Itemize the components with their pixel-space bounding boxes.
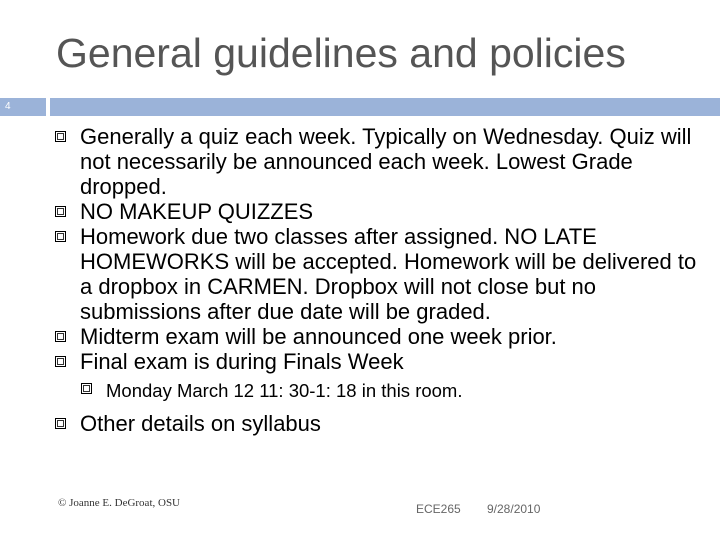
bullet-item: [52, 349, 712, 374]
bullet-item: [52, 124, 712, 199]
square-bullet-icon: [55, 206, 66, 217]
title-divider-bar: [50, 98, 720, 116]
square-bullet-icon: [55, 418, 66, 429]
footer-copyright: © Joanne E. DeGroat, OSU: [58, 497, 180, 509]
slide-number: 4: [0, 98, 46, 116]
bullet-list: [52, 124, 712, 436]
bullet-text: Generally a quiz each week. Typically on Wednesday. Quiz will not necessarily be announced each week. Lowest Grade dropped.: [80, 124, 692, 199]
square-bullet-icon: [81, 383, 92, 394]
square-bullet-icon: [55, 131, 66, 142]
bullet-item: [52, 411, 712, 436]
sub-bullet-text: Monday March 12 11: 30-1: 18 in this room.: [106, 380, 463, 401]
bullet-text: Homework due two classes after assigned. NO LATE HOMEWORKS will be accepted. Homework will be delivered to a dropbox in CARMEN. Dropbox will not close but no submissions after due date will be graded.: [80, 224, 697, 324]
square-bullet-icon: [55, 331, 66, 342]
bullet-text: Final exam is during Finals Week: [80, 349, 404, 374]
footer-course: ECE265: [416, 502, 461, 516]
footer-date: 9/28/2010: [487, 502, 541, 516]
bullet-item: [52, 224, 712, 324]
slide-title: General guidelines and policies: [56, 30, 626, 76]
sub-bullet-item: [78, 378, 712, 403]
bullet-text: Midterm exam will be announced one week prior.: [80, 324, 557, 349]
square-bullet-icon: [55, 356, 66, 367]
bullet-text: NO MAKEUP QUIZZES: [80, 199, 314, 224]
bullet-item: [52, 324, 712, 349]
bullet-text: Other details on syllabus: [80, 411, 321, 436]
square-bullet-icon: [55, 231, 66, 242]
bullet-item: [52, 199, 712, 224]
